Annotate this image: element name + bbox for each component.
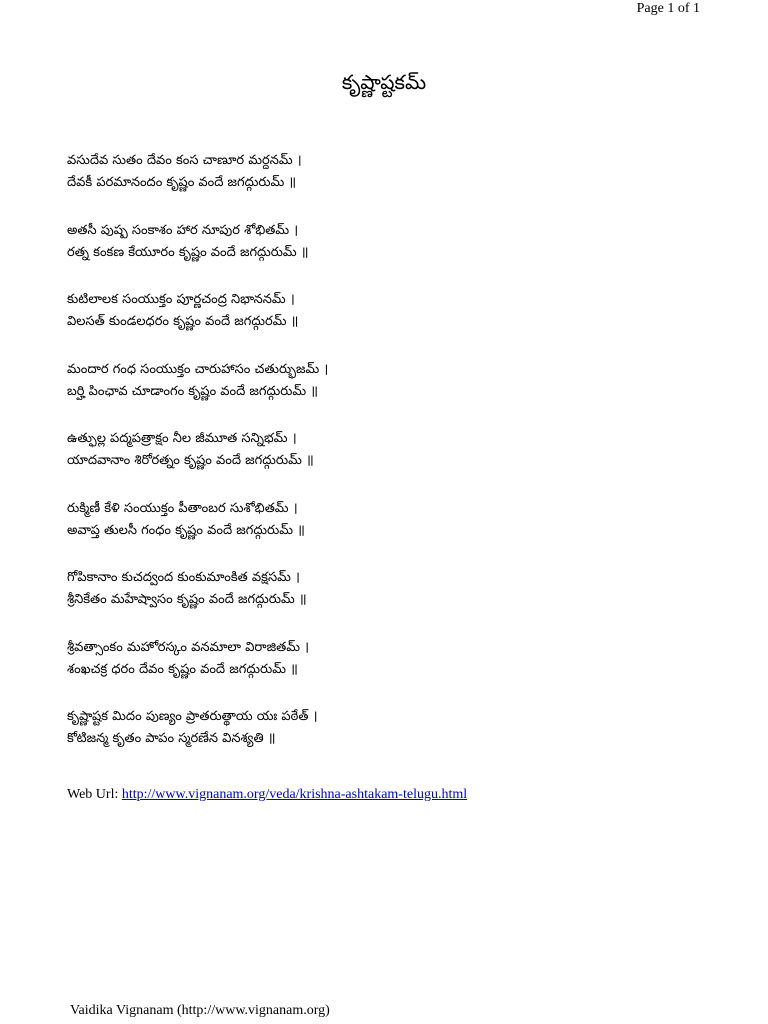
verse-line: గోపికానాం కుచద్వంద కుంకుమాంకిత వక్షసమ్ । [67,570,300,585]
verse-2 [67,220,727,290]
verse-6 [67,498,727,568]
verse-line: శ్రీవత్సాంకం మహోరస్కం వనమాలా విరాజితమ్ । [67,639,310,655]
verse-4 [67,359,727,429]
verse-line: బర్హి పింఛావ చూడాంగం కృష్ణం వందే జగద్గురుమ్ ॥ [67,383,319,399]
verse-line: శ్రీనికేతం మహేష్వాసం కృష్ణం వందే జగద్గురుమ్ ॥ [67,592,307,607]
page-title: కృష్ణాష్టకమ్ [341,70,427,94]
verse-line: కృష్ణాష్టక మిదం పుణ్యం ప్రాతరుత్థాయ యః పఠేత్ । [67,709,318,724]
verse-list [67,150,727,776]
verse-line: కుటిలాలక సంయుక్తం పూర్ణచంద్ర నిభాననమ్ । [67,292,295,307]
web-url-link[interactable]: http://www.vignanam.org/veda/krishna-ashtakam-telugu.html [121,787,468,802]
verse-line: వసుదేవ సుతం దేవం కంస చాణూర మర్దనమ్ । [67,153,302,168]
page-number: Page 1 of 1 [636,1,700,16]
verse-line: ఉత్ఫుల్ల పద్మపత్రాక్షం నీల జీమూత సన్నిభమ్ । [67,431,297,446]
verse-line: రుక్మిణీ కేళి సంయుక్తం పీతాంబర సుశోభితమ్ । [67,500,298,516]
verse-line: మందార గంధ సంయుక్తం చారుహాసం చతుర్భుజమ్ । [67,361,329,377]
verse-line: శంఖచక్ర ధరం దేవం కృష్ణం వందే జగద్గురుమ్ ॥ [67,661,298,677]
verse-line: రత్న కంకణ కేయూరం కృష్ణం వందే జగద్గురుమ్ ॥ [67,244,309,260]
web-url-label: Web Url: [67,787,122,802]
verse-line: కోటిజన్మ కృతం పాపం స్మరణేన వినశ్యతి ॥ [67,731,276,746]
verse-line: దేవకీ పరమానందం కృష్ణం వందే జగద్గురుమ్ ॥ [67,175,297,190]
footer-text: Vaidika Vignanam (http://www.vignanam.org) [70,1003,330,1018]
verse-5 [67,428,727,498]
verse-3 [67,289,727,359]
verse-line: యాదవానాం శిరోరత్నం కృష్ణం వందే జగద్గురుమ్ ॥ [67,453,314,468]
verse-line: అతసీ పుష్ప సంకాశం హార నూపుర శోభితమ్ । [67,222,299,238]
verse-8 [67,637,727,707]
verse-line: అవాప్త తులసీ గంధం కృష్ణం వందే జగద్గురుమ్ ॥ [67,522,305,538]
verse-line: విలసత్ కుండలధరం కృష్ణం వందే జగద్గురమ్ ॥ [67,314,299,329]
verse-7 [67,567,727,637]
verse-1 [67,150,727,220]
verse-9 [67,706,727,776]
web-url-row [67,787,467,803]
